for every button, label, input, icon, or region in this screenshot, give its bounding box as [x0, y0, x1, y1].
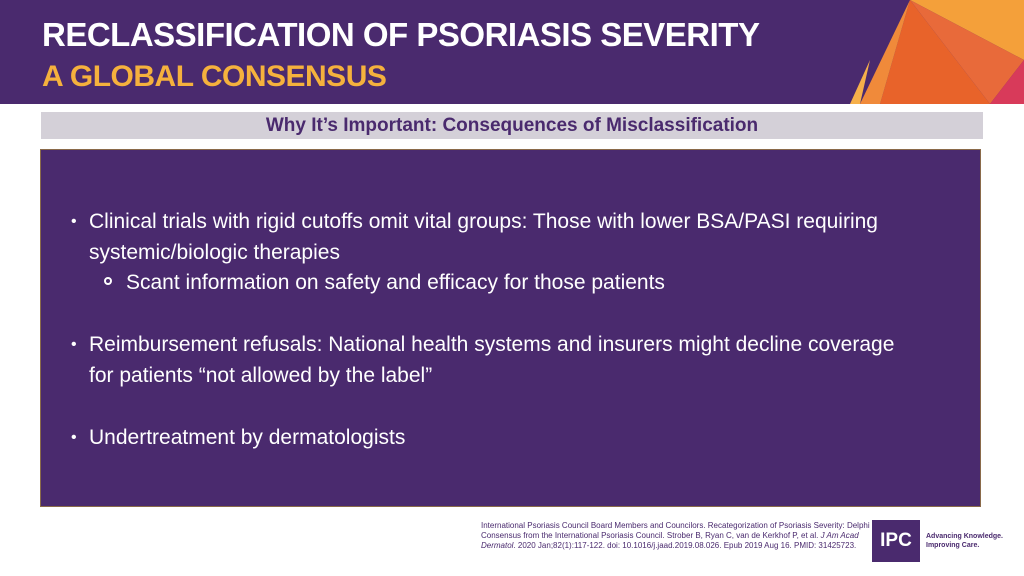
bullet-item	[71, 206, 977, 268]
logo-tagline	[926, 532, 1003, 550]
bullet-text: Clinical trials with rigid cutoffs omit vital groups: Those with lower BSA/PASI requiring systemic/biologic therapies	[89, 210, 878, 264]
citation-details: . 2020 Jan;82(1):117-122. doi: 10.1016/j.jaad.2019.08.026. Epub 2019 Aug 16. PMID: 31425723.	[513, 541, 857, 550]
citation-text: International Psoriasis Council Board Members and Councilors. Recategorization of Psoriasis Severity: Delphi Consensus from the International Psoriasis Council. Strober B, Ryan C, van de Kerkhof P, et al.	[481, 521, 870, 540]
bullet-item	[71, 329, 919, 391]
tagline-line2: Improving Care.	[926, 542, 980, 549]
bullet-text: Reimbursement refusals: National health systems and insurers might decline coverage for patients “not allowed by the label”	[89, 333, 895, 387]
decorative-triangles-graphic	[850, 0, 1024, 104]
slide-title: RECLASSIFICATION OF PSORIASIS SEVERITY	[42, 16, 760, 53]
sub-bullet-circle-icon	[104, 277, 112, 285]
bullet-dot-icon: •	[71, 213, 77, 230]
bullet-dot-icon: •	[71, 336, 77, 353]
sub-bullet-item	[126, 267, 966, 298]
section-heading: Why It’s Important: Consequences of Misclassification	[265, 115, 759, 136]
bullet-item	[71, 422, 949, 453]
citation	[481, 521, 876, 551]
ipc-logo: IPC	[872, 520, 920, 562]
bullet-text: Undertreatment by dermatologists	[89, 426, 406, 449]
bullet-dot-icon: •	[71, 429, 77, 446]
sub-bullet-text: Scant information on safety and efficacy for those patients	[126, 271, 665, 294]
slide-subtitle: A GLOBAL CONSENSUS	[42, 60, 387, 93]
tagline-line1: Advancing Knowledge.	[926, 533, 1004, 540]
section-heading-bar	[41, 112, 983, 139]
header-banner	[0, 0, 1024, 104]
content-panel	[40, 149, 981, 507]
citation-journal: J Am Acad Dermatol	[481, 531, 859, 550]
